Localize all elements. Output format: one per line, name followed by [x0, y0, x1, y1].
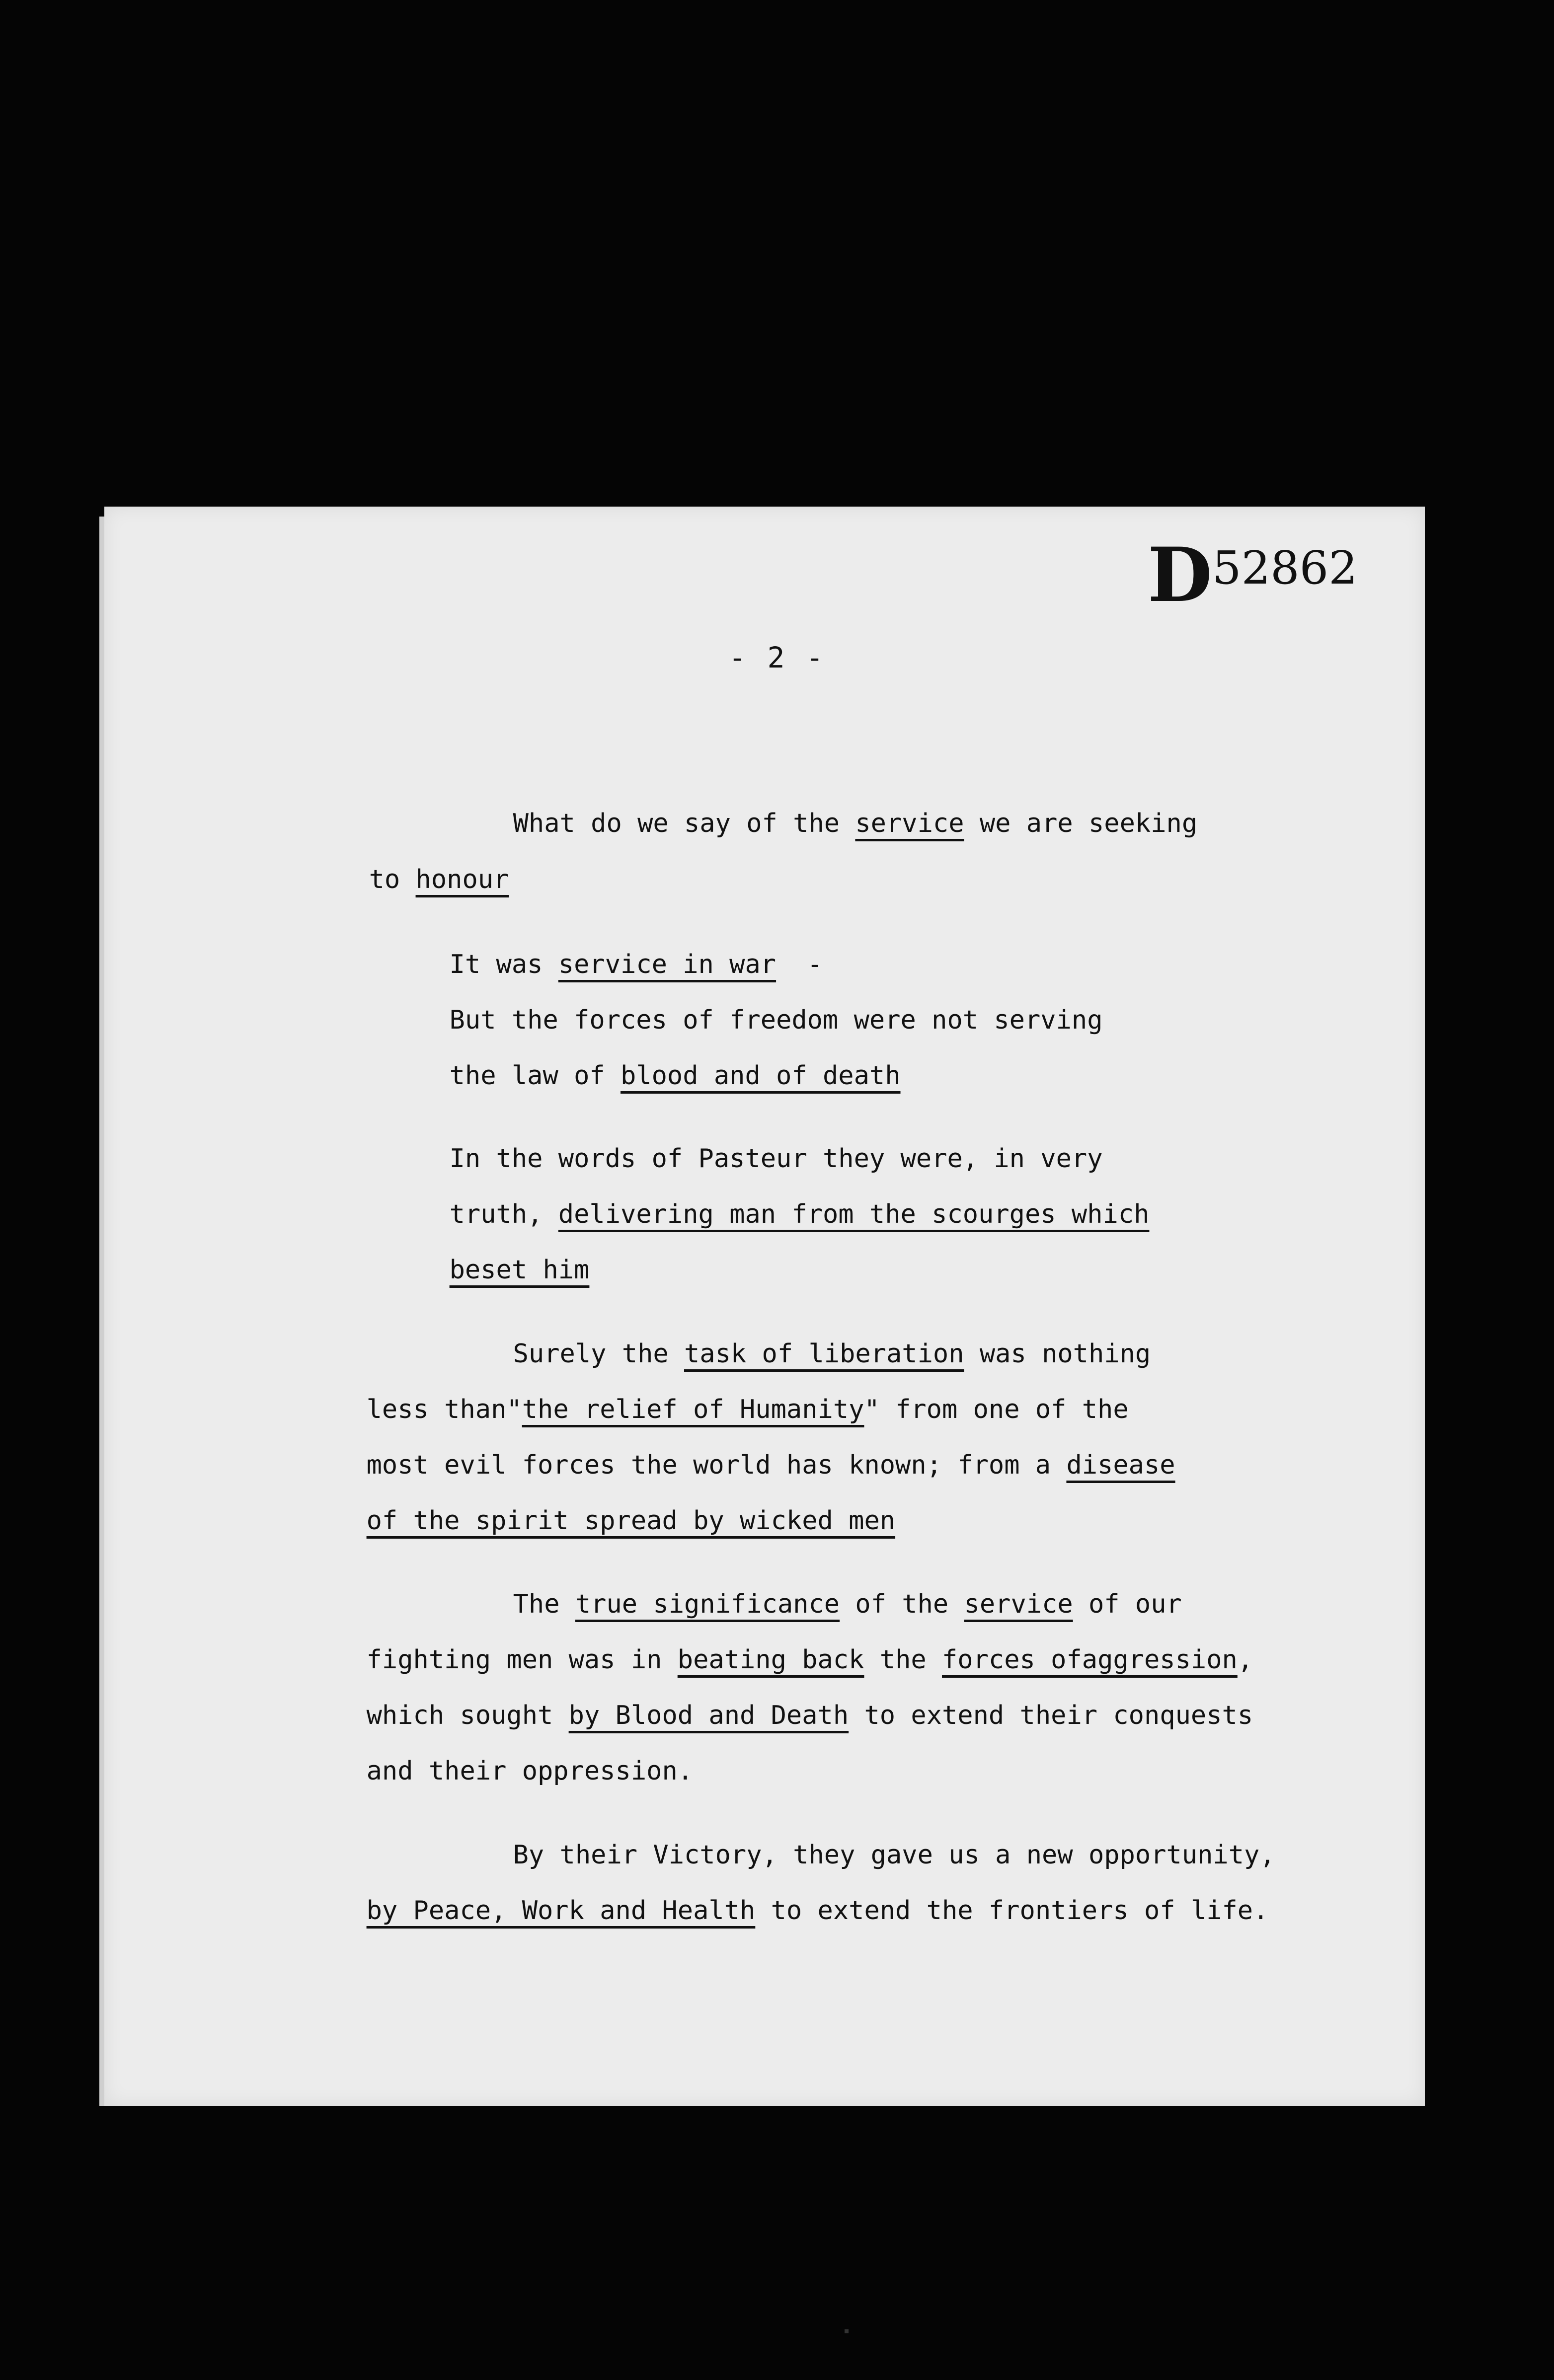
text-line: by Peace, Work and Health to extend the frontiers of life. — [366, 1896, 1269, 1926]
text-line: beset him — [449, 1255, 590, 1285]
scan-speck — [845, 2329, 849, 2333]
reference-prefix: D — [1148, 531, 1213, 619]
text-line: to honour — [369, 865, 509, 894]
text-line: and their oppression. — [366, 1756, 694, 1786]
page-number: - 2 - — [728, 641, 826, 674]
text-line: But the forces of freedom were not serving — [449, 1005, 1103, 1035]
text-line: The true significance of the service of our — [513, 1589, 1182, 1619]
text-line: By their Victory, they gave us a new opportunity, — [513, 1840, 1275, 1870]
text-line: less than"the relief of Humanity" from one of the — [366, 1395, 1129, 1424]
text-line: What do we say of the service we are seeking — [513, 809, 1198, 838]
document-reference — [1148, 531, 1358, 629]
text-line: of the spirit spread by wicked men — [366, 1506, 896, 1536]
text-line: Surely the task of liberation was nothing — [513, 1339, 1151, 1369]
text-line: most evil forces the world has known; from a disease — [366, 1450, 1175, 1480]
reference-number: 52862 — [1212, 541, 1358, 595]
text-line: truth, delivering man from the scourges which — [449, 1199, 1150, 1229]
text-line: It was service in war - — [449, 950, 823, 979]
text-line: the law of blood and of death — [449, 1061, 901, 1091]
text-line: fighting men was in beating back the forces ofaggression, — [366, 1645, 1253, 1675]
text-line: which sought by Blood and Death to extend their conquests — [366, 1701, 1253, 1730]
text-line: In the words of Pasteur they were, in very — [449, 1144, 1103, 1174]
